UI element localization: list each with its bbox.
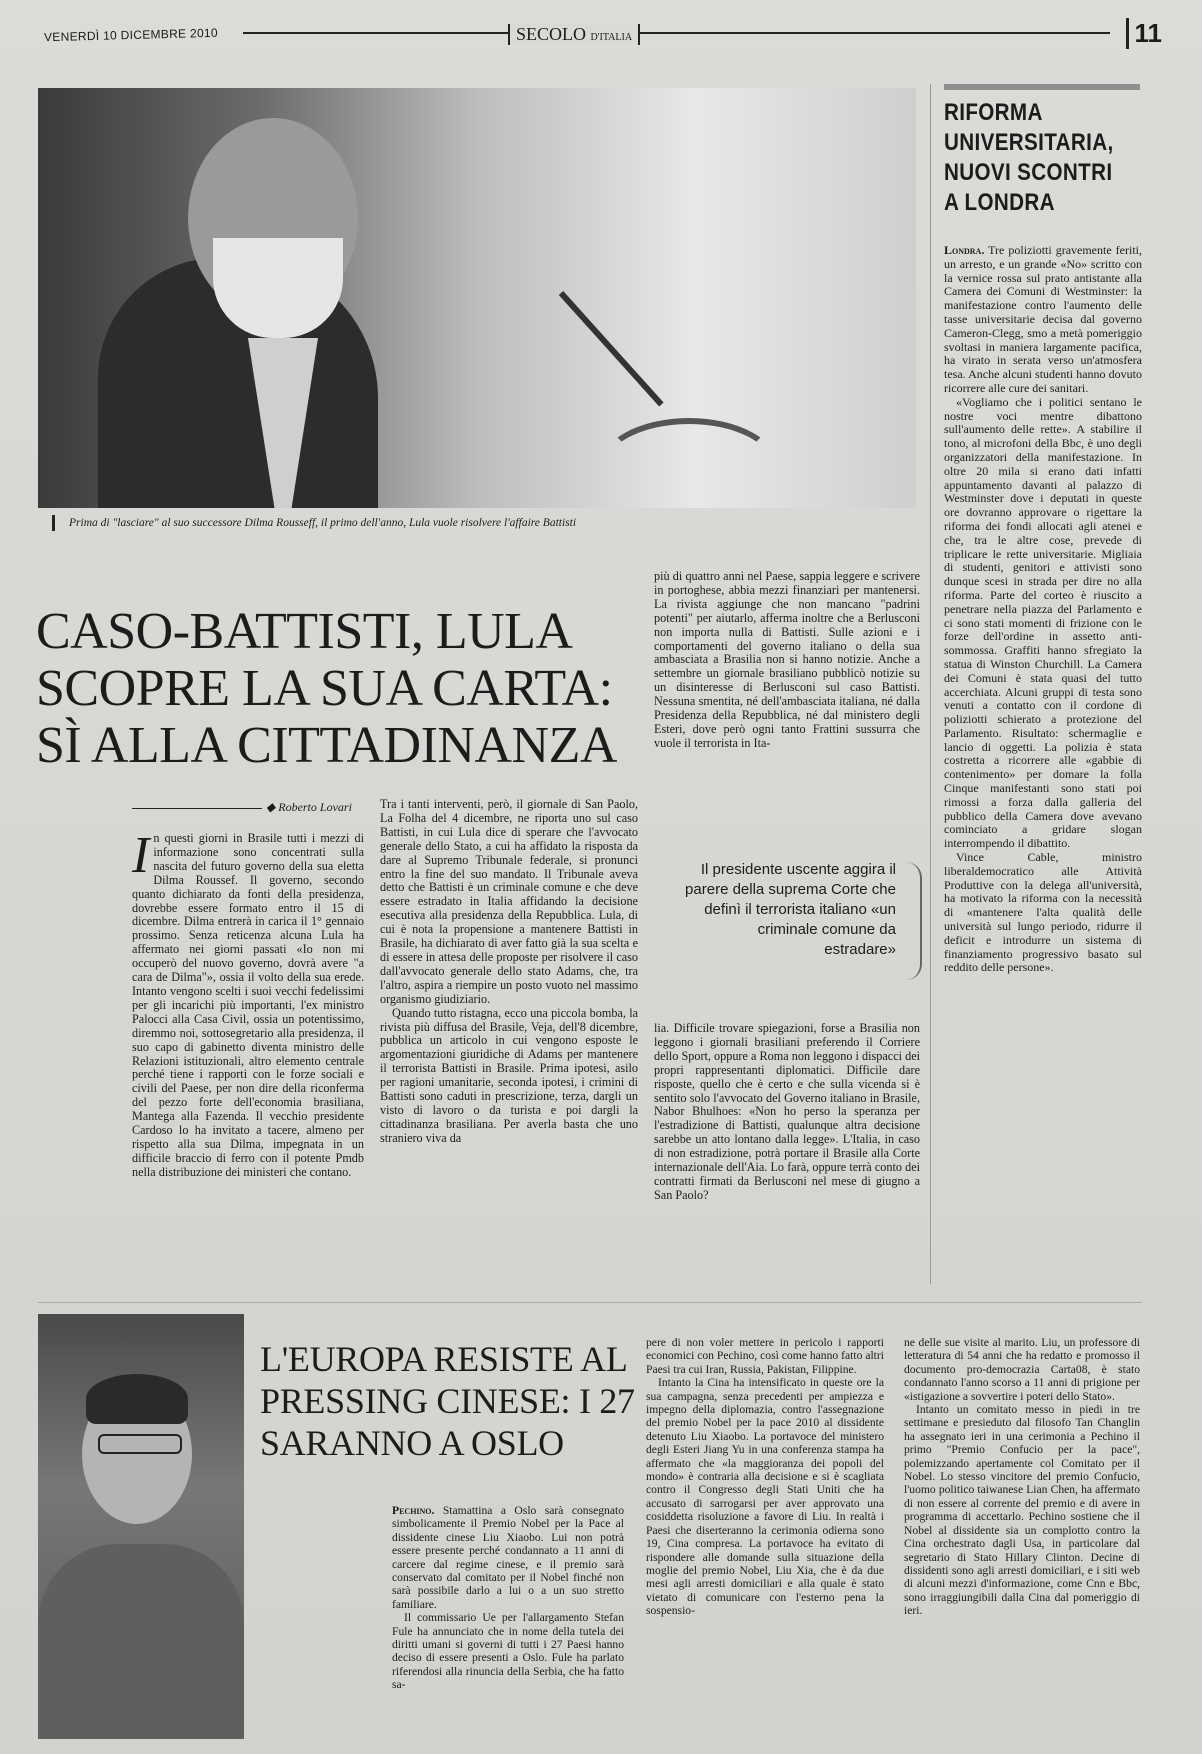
paragraph: ne delle sue visite al marito. Liu, un professore di letteratura di 54 anni che ha redatto e promosso il documento pro-democrazia Carta08, è stato condannato l'anno scorso a 11 anni di prigione per «istigazione a sovvertire i poteri dello Stato». — [904, 1336, 1140, 1403]
byline-author: Roberto Lovari — [278, 800, 352, 814]
section-divider — [38, 1302, 1142, 1303]
column-divider — [930, 84, 931, 1284]
paragraph: lia. Difficile trovare spiegazioni, forse a Brasilia non leggono i giornali brasiliani preferendo il Corriere dello Sport, oppure a Roma non leggono i dispacci dei propri rappresentanti diplomatici. Difficile dare risposte, quello che è certo e che sulla vicenda si è sentito solo l'avvocato del Governo italiano in Brasile, Nabor Bhulhoes: «Non ho perso la speranza per l'estradizione di Battisti, qualunque altra decisione sarebbe un atto lontano dalla legge». L'Italia, in caso di non estradizione, potrà portare il Brasile alla Corte internazionale dell'Aia. Lo farà, oppure terrà conto dei contratti firmati da Berlusconi nel mese di giugno a San Paolo? — [654, 1021, 920, 1202]
bottom-dateline: Pechino. — [392, 1504, 435, 1517]
photo-figure-glasses — [98, 1434, 182, 1454]
photo-figure-hair — [86, 1374, 188, 1424]
drop-cap: I — [132, 827, 150, 884]
liu-xiaobo-photo — [38, 1314, 244, 1739]
pull-quote-brace — [906, 862, 922, 980]
main-column-3-bottom — [654, 1022, 920, 1203]
main-column-3-top — [654, 570, 920, 751]
newspaper-name — [508, 24, 640, 45]
main-headline: CASO-BATTISTI, LULA SCOPRE LA SUA CARTA: SÌ ALLA CITTADINANZA — [36, 602, 617, 774]
microphone-stand — [598, 418, 780, 508]
newspaper-name-suffix: D'ITALIA — [590, 32, 633, 43]
header-rule — [243, 32, 1110, 34]
paragraph: n questi giorni in Brasile tutti i mezzi di informazione sono concentrati sulla nascita del futuro governo della sua eletta Dilma Roussef. Il governo, secondo quanto dichiarato da fonti della presidenza, dovrebbe essere formato entro il 15 di dicembre. Dilma entrerà in carica il 1° gennaio prossimo. Senza reticenza alcuna Lula ha affermato nei giorni passati «Io non mi occuperò del nuovo governo, dovrà avere "a cara de Dilma"», ossia il volto della sua erede. Intanto vengono scelti i suoi vecchi fedelissimi per gli incarichi più importanti, l'ex ministro Palocci alla Casa Civil, ossia un potentissimo, diremmo noi, sottosegretario alla presidenza, il suo capo di gabinetto diventa ministro delle Relazioni istituzionali, altro elemento centrale perché tiene i rapporti con le forze sociali e civili del Paese, per non dire della riconferma del pezzo forte dell'economia brasiliana, Mantega alla Fazenda. Il vecchio presidente Cardoso lo ha invitato a tacere, almeno per rispetto alla sua Dilma, impegnata in un difficile braccio di ferro con il potente Pmdb nella distribuzione dei ministeri che contano. — [132, 831, 364, 1179]
byline: ◆ Roberto Lovari — [132, 800, 352, 815]
main-column-2 — [380, 798, 638, 1146]
sidebar-column — [944, 244, 1142, 975]
paragraph: più di quattro anni nel Paese, sappia leggere e scrivere in portoghese, abbia mezzi finanziari per mantenersi. La rivista aggiunge che non mancano "padrini potenti" per aiutarlo, afferma inoltre che a Berlusconi non importa nulla di Battisti. Sulle azioni e i comportamenti del governo italiano o della sua ambasciata a Brasilia non si hanno notizie. Anche a settembre un giornale brasiliano pubblicò notizie su un disinteresse di Berlusconi sul caso Battisti. Nessuna smentita, né dell'ambasciata italiana, né dalla Presidenza della Repubblica, né dal ministero degli Esteri, dove però ogni tanto Frattini sussurra che vuole il terrorista in Ita- — [654, 569, 920, 750]
paragraph: pere di non voler mettere in pericolo i rapporti economici con Pechino, così come hanno fatto altri Paesi tra cui Iran, Russia, Pakistan, Filippine. — [646, 1336, 884, 1376]
paragraph: Quando tutto ristagna, ecco una piccola bomba, la rivista più diffusa del Brasile, Veja, dell'8 dicembre, pubblica un articolo in cui vengono esposte le argomentazioni giuridiche di Adams per mantenere il terrorista Battisti in Brasile. Prima ipotesi, asilo per ragioni umanitarie, seconda ipotesi, i crimini di Battisti sono caduti in prescrizione, terza, dargli un visto di lavoro o da turista e poi dargli la cittadinanza brasiliana. Per averla basta che uno straniero viva da — [380, 1005, 638, 1145]
bottom-column-3 — [904, 1336, 1140, 1618]
issue-date: VENERDÌ 10 DICEMBRE 2010 — [43, 25, 219, 45]
paragraph: «Vogliamo che i politici sentano le nostre voci mentre dibattono sull'aumento delle rette». A stabilire il tono, al microfoni della Bbc, è uno degli organizzatori della manifestazione. In oltre 20 mila si erano dati infatti appuntamento davanti al palazzo di Westminster dove i deputati in queste ore dovranno approvare o rigettare la riforma dei fondi allocati agli atenei e che, tra le altre cose, prevede di triplicare le rette universitarie. Migliaia di studenti, genitori e attivisti sono dunque scesi in strada per dire no alla riforma. Parte del corteo è riuscito a penetrare nella piazza del Parlamento e ci sono stati momenti di frizione con le forze dell'ordine in assetto anti-sommossa. Graffiti hanno sfregiato la statua di Winston Churchill. La Camera dei Comuni è stata quasi del tutto accerchiata. Alcuni gruppi di testa sono venuti a contatto con il cordone di poliziotti schierato a protezione del Parlamento. Risultato: schermaglie e lancio di oggetti. La polizia è stata costretta a ricorrere alle «gabbie di contenimento» per domare la folla Cinque manifestanti sono stati poi rimossi a forza dalla galleria del pubblico della Camera dove avevano cominciato a gridare slogan interrompendo il dibattito. — [944, 394, 1142, 851]
paragraph: Tra i tanti interventi, però, il giornale di San Paolo, La Folha del 4 dicembre, ne riporta uno sul caso Battisti, in cui Lula dice di sperare che l'avvocato generale dello Stato, a cui ha affidato la risposta da dare al Supremo Tribunale federale, si pronunci entro la fine del suo mandato. Il Tribunale aveva detto che Battisti è un criminale comune e che deve essere estradato in Italia affidando la decisione esecutiva alla presidenza della Repubblica. Lula, di cui è nota la propensione a mantenere Battisti in Brasile, ha dichiarato di aver fatto già la sua scelta e di essere in attesa delle proposte per risolvere il caso dall'avvocato generale dello stato Adams, che, tra l'altro, aspira a riempire un posto vuoto nel massimo organismo giudiziario. — [380, 797, 638, 1006]
bottom-headline: L'EUROPA RESISTE AL PRESSING CINESE: I 27 SARANNO A OSLO — [260, 1339, 635, 1463]
bottom-column-2 — [646, 1336, 884, 1618]
paragraph: Intanto un comitato messo in piedi in tre settimane e presieduto dal filosofo Tan Changlin ha assegnato ieri in una cerimonia a Pechino il primo "Premio Confucio per la pace", polemizzando apertamente col Comitato per il Nobel. Lo stesso vincitore del premio Confucio, l'uomo politico taiwanese Lian Chen, ha affermato di non essere al corrente del premio e di avere in programma di accettarlo. Pechino sostiene che il Nobel al dissidente sia un complotto contro la Cina orchestrato dagli Usa, in particolare dal segretario di Stato Hillary Clinton. Decine di dissidenti sono agli arresti domiciliari, e i siti web di alcuni mezzi d'informazione, come Cnn e Bbc, sono irraggiungibili dalla Cina dal pomeriggio di ieri. — [904, 1403, 1140, 1618]
pull-quote-text: Il presidente uscente aggira il parere della suprema Corte che definì il terrorista italiano «un criminale comune da estradare» — [685, 861, 896, 958]
paragraph: Stamattina a Oslo sarà consegnato simbolicamente il Premio Nobel per la Pace al dissidente cinese Liu Xiaobo. Lui non potrà essere presente perché condannato a 11 anni di carcere dal regime cinese, e il premio sarà conservato dal comitato per il Nobel finché non sarà possibile darlo a lui o a un suo stretto familiare. — [392, 1504, 624, 1611]
photo-figure-jacket — [38, 1544, 244, 1739]
page-number: 11 — [1126, 18, 1163, 49]
byline-rule — [132, 808, 262, 809]
photo-caption: Prima di "lasciare" al suo successore Dilma Rousseff, il primo dell'anno, Lula vuole risolvere l'affaire Battisti — [52, 515, 929, 531]
newspaper-name-main: SECOLO — [516, 24, 587, 44]
sidebar-headline: RIFORMA UNIVERSITARIA, NUOVI SCONTRI A LONDRA — [944, 99, 1114, 216]
paragraph: Il commissario Ue per l'allargamento Stefan Fule ha annunciato che in nome della tutela dei diritti umani si governi di tutti i 27 Paesi hanno deciso di essere presenti a Oslo. Fule ha parlato riferendosi alla rinuncia della Serbia, che ha fatto sa- — [392, 1611, 624, 1692]
sidebar-top-rule — [944, 84, 1140, 90]
pull-quote — [684, 860, 896, 960]
main-column-1 — [132, 827, 364, 1180]
bottom-column-1 — [392, 1504, 624, 1692]
paragraph: Intanto la Cina ha intensificato in queste ore la sua campagna, senza precedenti per ampiezza e impegno della diplomazia, contro l'assegnazione del premio Nobel per la pace 2010 al dissidente detenuto Liu Xiaobo. La portavoce del ministero degli Esteri Jiang Yu in una conferenza stampa ha affermato che «la maggioranza dei popoli del mondo» è contraria alla decisione e si è scagliata contro il Congresso degli Stati Uniti che ha accusato di sarrogarsi per aver approvato una cosiddetta risoluzione a favore di Liu. In realtà i Paesi che diserteranno la cerimonia odierna sono 19, Cina compresa. La portavoce ha evitato di rispondere alle domande sulla situazione della moglie del premio Nobel, Liu Xia, che è da due mesi agli arresti domiciliari e alla quale è stato vietato di comunicare con l'esterno pena la sospensio- — [646, 1376, 884, 1618]
sidebar-dateline: Londra. — [944, 243, 985, 257]
paragraph: Vince Cable, ministro liberaldemocratico alle Attività Produttive con la delega all'università, ha motivato la riforma con la necessità di «mantenere l'alta qualità delle università sul lungo periodo, ridurre il deficit e introdurre un sistema di finanziamento progressivo basato sul reddito delle persone». — [944, 850, 1142, 975]
page-header — [38, 14, 1162, 48]
microphone — [559, 291, 664, 406]
paragraph: Tre poliziotti gravemente feriti, un arresto, e un grande «No» scritto con la vernice rossa sul prato antistante alla Camera dei Comuni di Westminster: la manifestazione contro l'aumento delle tasse universitarie decisa dal governo Cameron-Clegg, smo a metà pomeriggio svoltasi in maniera largamente pacifica, ha virato in serata verso un'atmosfera tesa. Anche alcuni studenti hanno dovuto ricorrere alle cure dei sanitari. — [944, 243, 1142, 395]
lula-photo — [38, 88, 916, 508]
